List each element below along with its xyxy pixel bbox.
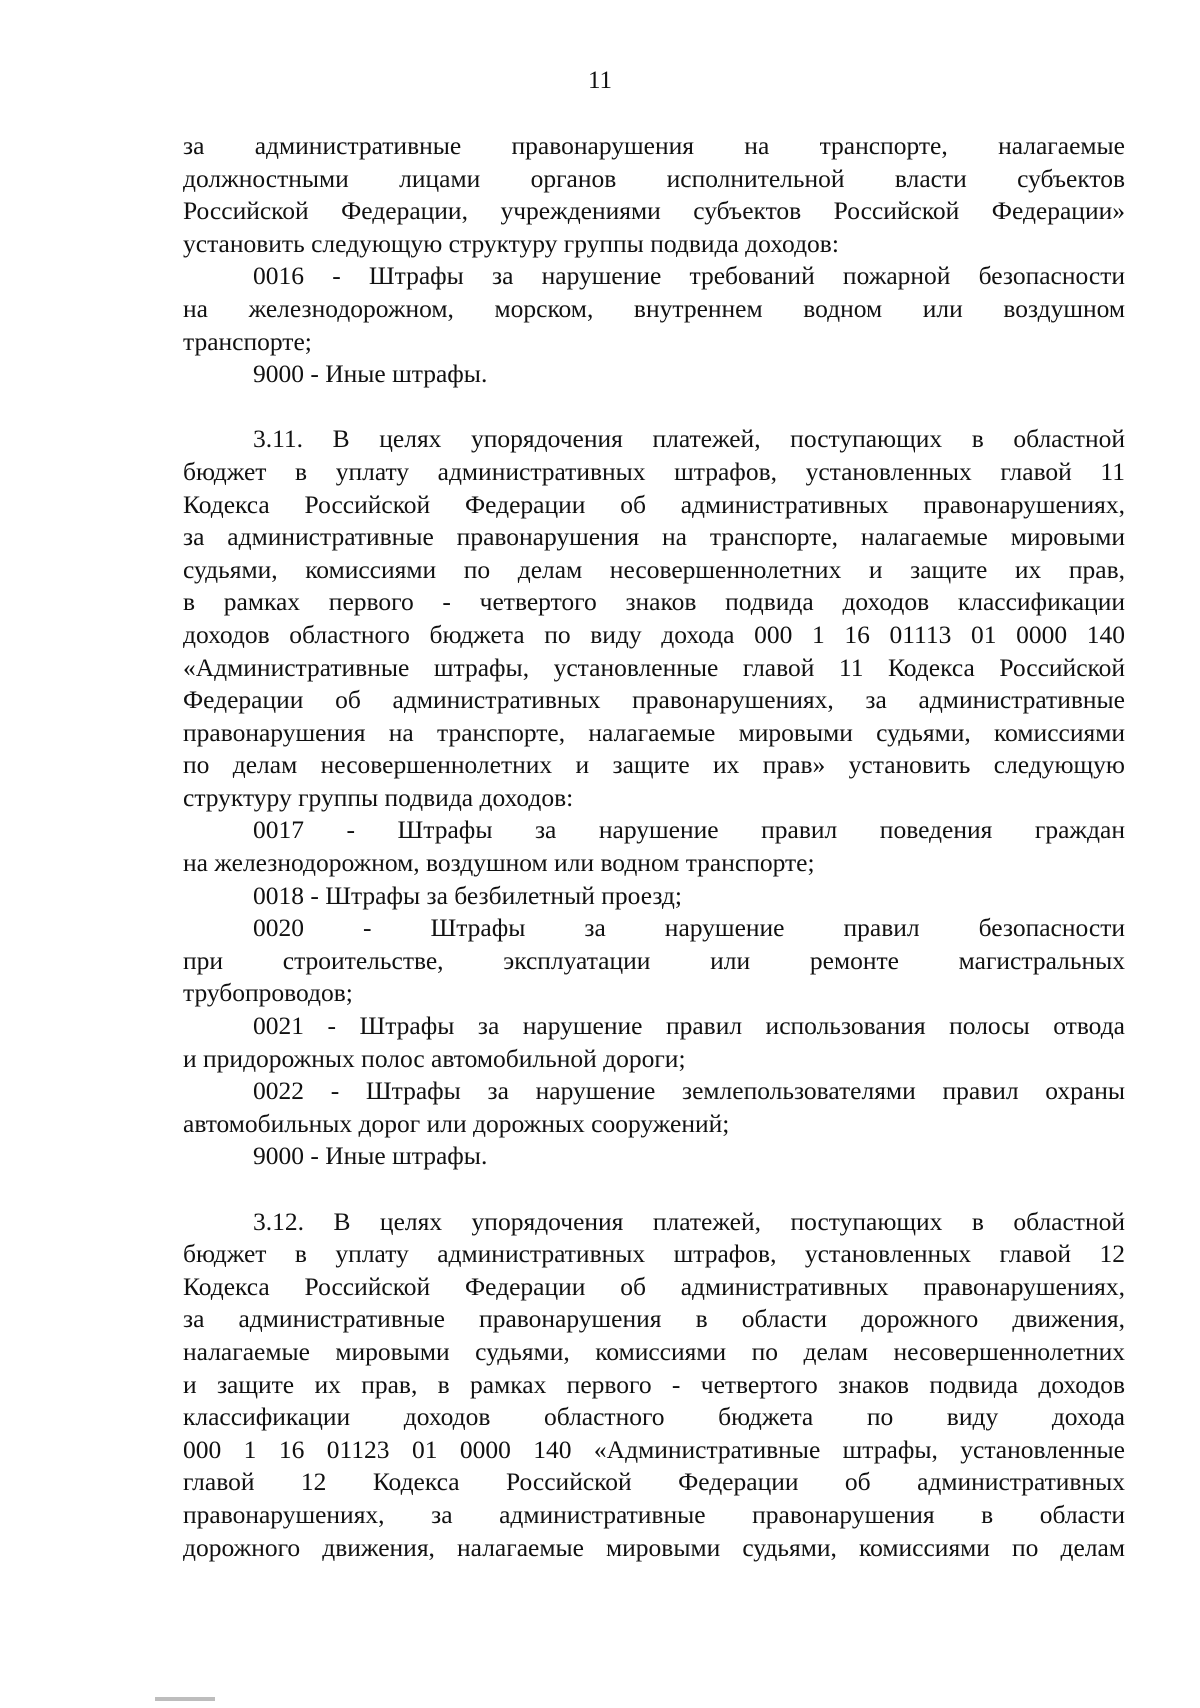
paragraph-gap: [183, 391, 1125, 424]
text-line: установить следующую структуру группы подвида доходов:: [183, 228, 839, 258]
text-line: 0016 - Штрафы за нарушение требований пожарной безопасности: [253, 261, 1125, 291]
text-line: 0017 - Штрафы за нарушение правил поведения граждан: [253, 815, 1125, 845]
text-line: на железнодорожном, воздушном или водном транспорте;: [183, 848, 815, 878]
text-line: правонарушениях, за административные правонарушения в области: [183, 1499, 1125, 1529]
text-line: должностными лицами органов исполнительной власти субъектов: [183, 163, 1125, 193]
text-line: Федерации об административных правонарушениях, за административные: [183, 685, 1125, 715]
text-line: 0022 - Штрафы за нарушение землепользователями правил охраны: [253, 1076, 1125, 1106]
text-line: бюджет в уплату административных штрафов, установленных главой 11: [183, 456, 1125, 486]
text-line: 0018 - Штрафы за безбилетный проезд;: [253, 880, 682, 910]
text-line: в рамках первого - четвертого знаков подвида доходов классификации: [183, 587, 1125, 617]
text-line: 9000 - Иные штрафы.: [253, 1141, 488, 1171]
scan-artifact: [155, 1697, 215, 1701]
text-line: правонарушения на транспорте, налагаемые мировыми судьями, комиссиями: [183, 717, 1125, 747]
text-line: дорожного движения, налагаемые мировыми судьями, комиссиями по делам: [183, 1532, 1125, 1562]
text-line: автомобильных дорог или дорожных сооружений;: [183, 1108, 730, 1138]
text-line: при строительстве, эксплуатации или ремонте магистральных: [183, 945, 1125, 975]
text-line: судьями, комиссиями по делам несовершеннолетних и защите их прав,: [183, 554, 1125, 584]
text-line: и придорожных полос автомобильной дороги;: [183, 1043, 686, 1073]
text-line: бюджет в уплату административных штрафов, установленных главой 12: [183, 1239, 1125, 1269]
text-line: главой 12 Кодекса Российской Федерации об административных: [183, 1467, 1125, 1497]
text-line: 0020 - Штрафы за нарушение правил безопасности: [253, 913, 1125, 943]
text-line: 000 1 16 01123 01 0000 140 «Административные штрафы, установленные: [183, 1434, 1125, 1464]
paragraph-gap: [183, 1173, 1125, 1206]
text-line: транспорте;: [183, 326, 312, 356]
text-line: классификации доходов областного бюджета по виду дохода: [183, 1402, 1125, 1432]
text-line: 3.12. В целях упорядочения платежей, поступающих в областной: [253, 1206, 1125, 1236]
text-line: трубопроводов;: [183, 978, 353, 1008]
document-body: [183, 130, 1125, 1564]
text-line: структуру группы подвида доходов:: [183, 782, 574, 812]
text-line: Российской Федерации, учреждениями субъектов Российской Федерации»: [183, 196, 1125, 226]
text-line: на железнодорожном, морском, внутреннем водном или воздушном: [183, 293, 1125, 323]
text-line: Кодекса Российской Федерации об административных правонарушениях,: [183, 489, 1125, 519]
text-line: 3.11. В целях упорядочения платежей, поступающих в областной: [253, 424, 1125, 454]
text-line: Кодекса Российской Федерации об административных правонарушениях,: [183, 1271, 1125, 1301]
text-line: за административные правонарушения в области дорожного движения,: [183, 1304, 1125, 1334]
text-line: за административные правонарушения на транспорте, налагаемые мировыми: [183, 522, 1125, 552]
page-number: 11: [587, 67, 613, 94]
text-line: и защите их прав, в рамках первого - четвертого знаков подвида доходов: [183, 1369, 1125, 1399]
text-line: доходов областного бюджета по виду дохода 000 1 16 01113 01 0000 140: [183, 619, 1125, 649]
text-line: 0021 - Штрафы за нарушение правил использования полосы отвода: [253, 1011, 1125, 1041]
text-line: 9000 - Иные штрафы.: [253, 359, 488, 389]
text-line: налагаемые мировыми судьями, комиссиями по делам несовершеннолетних: [183, 1336, 1125, 1366]
text-line: по делам несовершеннолетних и защите их прав» установить следующую: [183, 750, 1125, 780]
text-line: «Административные штрафы, установленные главой 11 Кодекса Российской: [183, 652, 1125, 682]
text-line: за административные правонарушения на транспорте, налагаемые: [183, 131, 1125, 160]
